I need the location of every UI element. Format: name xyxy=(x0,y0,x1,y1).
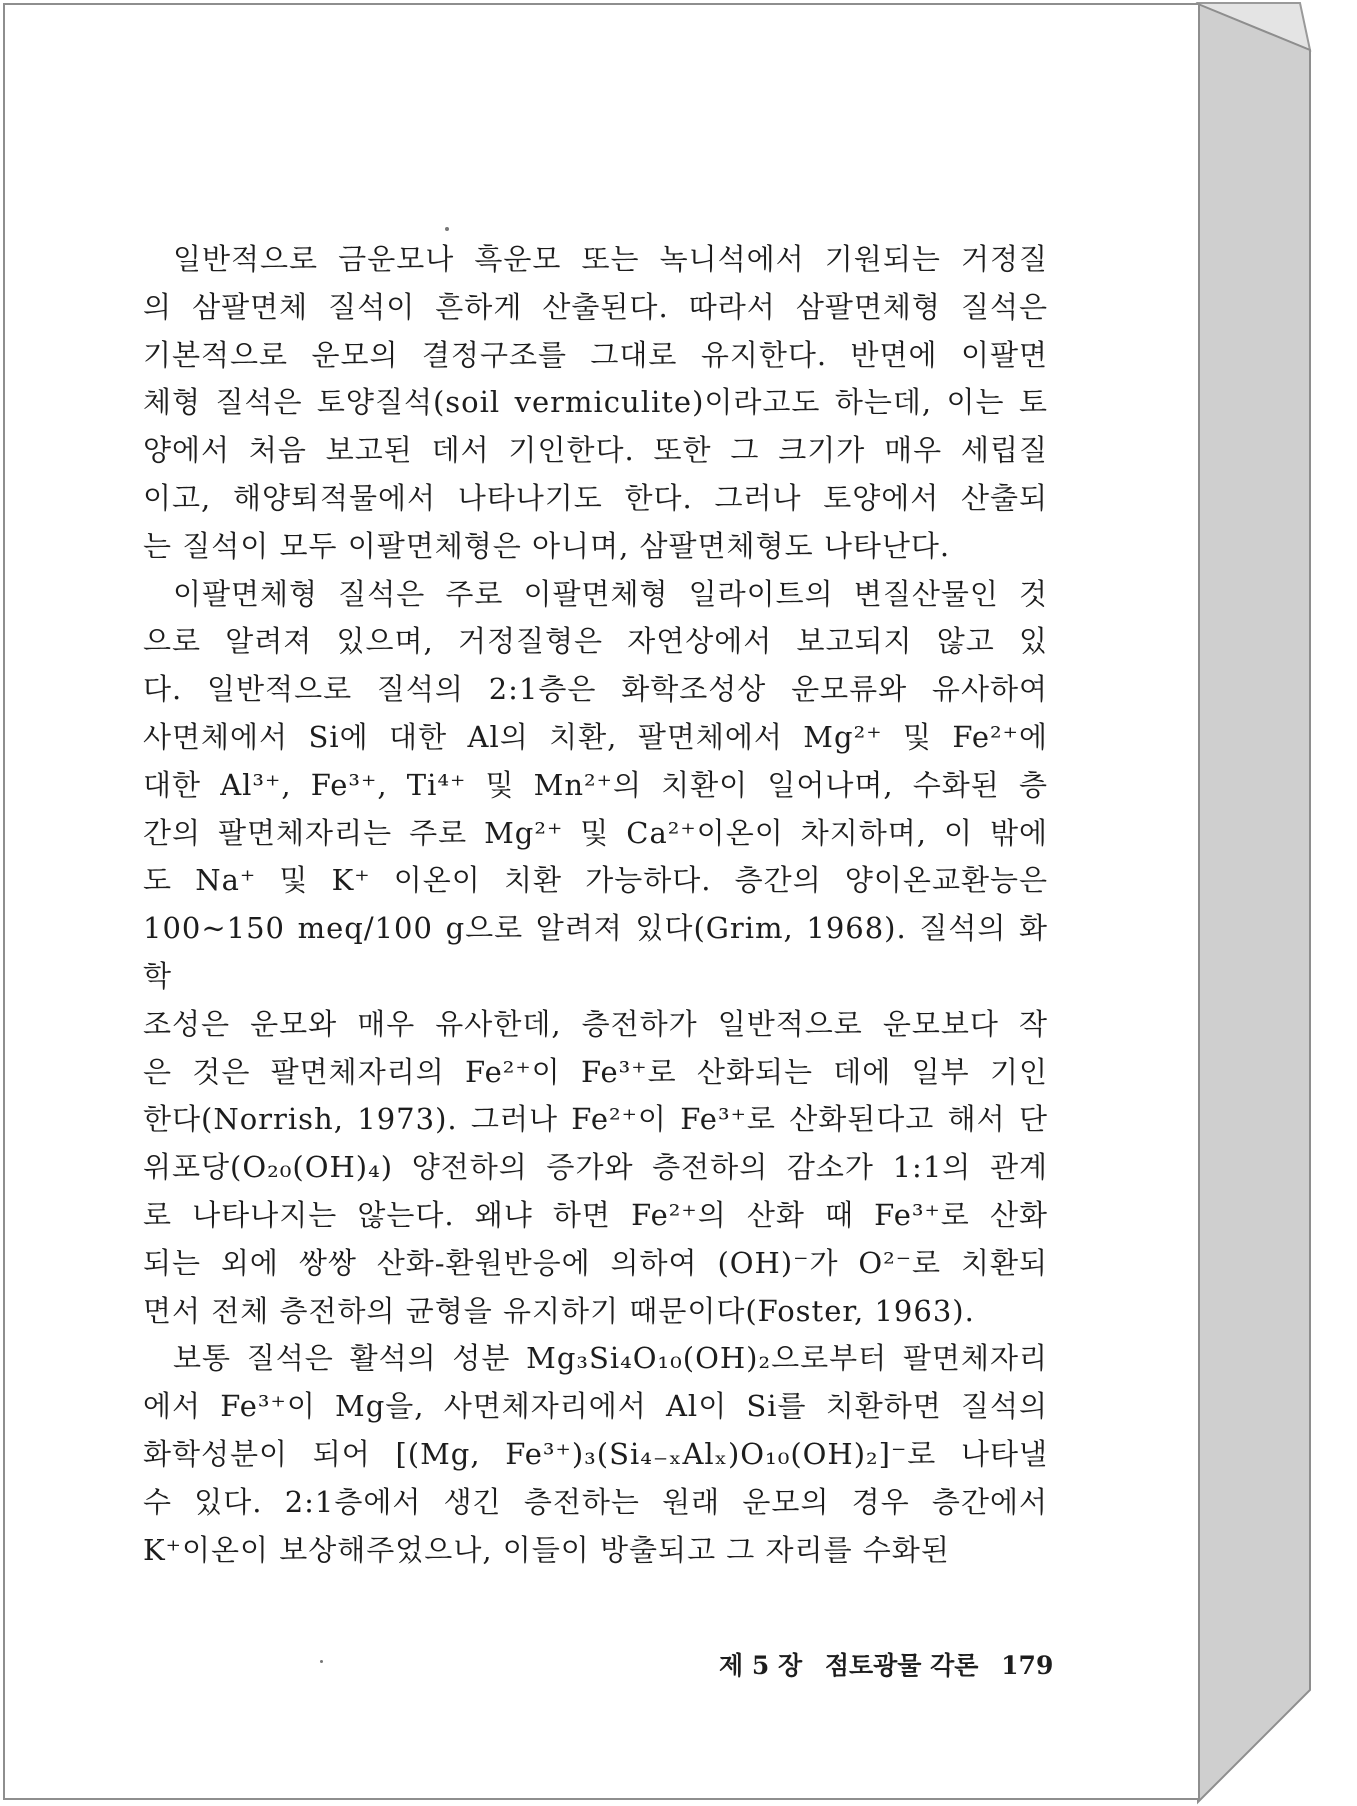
text-line: 수 있다. 2:1층에서 생긴 층전하는 원래 운모의 경우 층간에서 xyxy=(143,1484,1048,1519)
page-number: 179 xyxy=(1001,1651,1054,1680)
text-line: 로 나타나지는 않는다. 왜냐 하면 Fe²⁺의 산화 때 Fe³⁺로 산화 xyxy=(143,1197,1048,1232)
text-line: 한다(Norrish, 1973). 그러나 Fe²⁺이 Fe³⁺로 산화된다고 해서 단 xyxy=(143,1102,1048,1137)
text-line: 은 것은 팔면체자리의 Fe²⁺이 Fe³⁺로 산화되는 데에 일부 기인 xyxy=(143,1054,1048,1089)
text-line: 조성은 운모와 매우 유사한데, 층전하가 일반적으로 운모보다 작 xyxy=(143,1006,1048,1041)
paragraph xyxy=(143,1335,1048,1574)
text-line: 화학성분이 되어 [(Mg, Fe³⁺)₃(Si₄₋ₓAlₓ)O₁₀(OH)₂]⁻로 나타낼 xyxy=(143,1436,1048,1471)
text-line: 에서 Fe³⁺이 Mg을, 사면체자리에서 Al이 Si를 치환하면 질석의 xyxy=(143,1389,1048,1424)
text-line: 면서 전체 층전하의 균형을 유지하기 때문이다(Foster, 1963). xyxy=(143,1293,975,1328)
body-text xyxy=(143,236,1048,1574)
text-line: 기본적으로 운모의 결정구조를 그대로 유지한다. 반면에 이팔면 xyxy=(143,337,1048,372)
text-line: 사면체에서 Si에 대한 Al의 치환, 팔면체에서 Mg²⁺ 및 Fe²⁺에 xyxy=(143,719,1048,754)
text-line: 이팔면체형 질석은 주로 이팔면체형 일라이트의 변질산물인 것 xyxy=(173,576,1048,611)
text-line: 의 삼팔면체 질석이 흔하게 산출된다. 따라서 삼팔면체형 질석은 xyxy=(143,289,1048,324)
text-line: 이고, 해양퇴적물에서 나타나기도 한다. 그러나 토양에서 산출되 xyxy=(143,480,1048,515)
text-line: 100∼150 meq/100 g으로 알려져 있다(Grim, 1968). 질석의 화학 xyxy=(143,911,1048,993)
text-line: 체형 질석은 토양질석(soil vermiculite)이라고도 하는데, 이는 토 xyxy=(143,385,1048,420)
text-line: 보통 질석은 활석의 성분 Mg₃Si₄O₁₀(OH)₂으로부터 팔면체자리 xyxy=(173,1341,1048,1376)
spine-side-face xyxy=(1198,4,1310,1802)
paragraph xyxy=(143,571,1048,1336)
text-line: 일반적으로 금운모나 흑운모 또는 녹니석에서 기원되는 거정질 xyxy=(173,242,1048,276)
text-line: 도 Na⁺ 및 K⁺ 이온이 치환 가능하다. 층간의 양이온교환능은 xyxy=(143,863,1048,898)
text-line: 되는 외에 쌍쌍 산화-환원반응에 의하여 (OH)⁻가 O²⁻로 치환되 xyxy=(143,1245,1048,1280)
text-line: 간의 팔면체자리는 주로 Mg²⁺ 및 Ca²⁺이온이 차지하며, 이 밖에 xyxy=(143,815,1048,850)
scan-speck xyxy=(445,227,449,231)
text-line: 다. 일반적으로 질석의 2:1층은 화학조성상 운모류와 유사하여 xyxy=(143,672,1048,707)
text-line: 으로 알려져 있으며, 거정질형은 자연상에서 보고되지 않고 있 xyxy=(143,624,1048,659)
text-line: 는 질석이 모두 이팔면체형은 아니며, 삼팔면체형도 나타난다. xyxy=(143,528,951,563)
footer-title: 점토광물 각론 xyxy=(824,1651,979,1680)
text-line: 대한 Al³⁺, Fe³⁺, Ti⁴⁺ 및 Mn²⁺의 치환이 일어나며, 수화된 층 xyxy=(143,767,1048,802)
text-line: K⁺이온이 보상해주었으나, 이들이 방출되고 그 자리를 수화된 xyxy=(143,1532,950,1567)
page-footer xyxy=(705,1646,1054,1682)
paragraph xyxy=(143,236,1048,571)
text-line: 위포당(O₂₀(OH)₄) 양전하의 증가와 층전하의 감소가 1:1의 관계 xyxy=(143,1150,1048,1185)
text-line: 양에서 처음 보고된 데서 기인한다. 또한 그 크기가 매우 세립질 xyxy=(143,433,1048,468)
footer-chapter: 제 5 장 xyxy=(719,1651,803,1680)
scan-speck xyxy=(320,1660,323,1663)
